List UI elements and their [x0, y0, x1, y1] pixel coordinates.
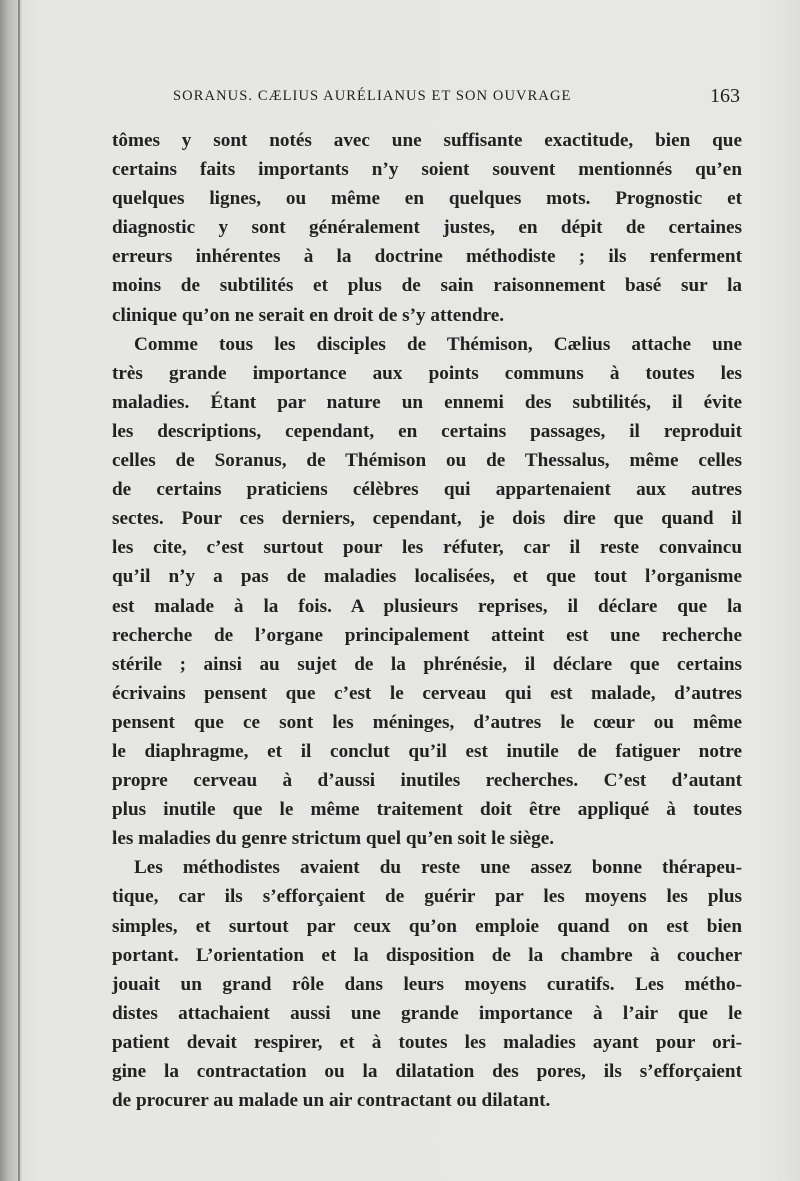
text-line: simples, et surtout par ceux qu’on emploie quand on est bien: [112, 915, 742, 937]
text-line: recherche de l’organe principalement atteint est une recherche: [112, 624, 742, 646]
text-line: certains faits importants n’y soient souvent mentionnés qu’en: [112, 159, 742, 181]
text-line: de procurer au malade un air contractant ou dilatant.: [112, 1090, 551, 1112]
text-line: gine la contractation ou la dilatation des pores, ils s’efforçaient: [112, 1061, 742, 1082]
text-line: erreurs inhérentes à la doctrine méthodiste ; ils renferment: [112, 246, 742, 268]
text-line: sectes. Pour ces derniers, cependant, je dois dire que quand il: [112, 508, 742, 530]
text-line: est malade à la fois. A plusieurs reprises, il déclare que la: [112, 595, 742, 617]
running-head: [120, 85, 740, 109]
text-line: celles de Soranus, de Thémison ou de Thessalus, même celles: [112, 450, 742, 472]
text-line: distes attachaient aussi une grande importance à l’air que le: [112, 1002, 742, 1024]
text-line: quelques lignes, ou même en quelques mots. Prognostic et: [112, 188, 742, 210]
text-line: propre cerveau à d’aussi inutiles recherches. C’est d’autant: [112, 770, 742, 792]
text-line: plus inutile que le même traitement doit être appliqué à toutes: [112, 799, 742, 821]
text-line: jouait un grand rôle dans leurs moyens curatifs. Les métho-: [112, 973, 742, 995]
text-line: diagnostic y sont généralement justes, en dépit de certaines: [112, 217, 742, 239]
text-line: tômes y sont notés avec une suffisante exactitude, bien que: [112, 130, 742, 151]
page-binding-line: [18, 0, 20, 1181]
text-line: stérile ; ainsi au sujet de la phrénésie, il déclare que certains: [112, 653, 742, 675]
text-line: portant. L’orientation et la disposition de la chambre à coucher: [112, 944, 742, 966]
text-line: maladies. Étant par nature un ennemi des subtilités, il évite: [112, 391, 742, 413]
text-line: tique, car ils s’efforçaient de guérir par les moyens les plus: [112, 886, 742, 908]
text-line: le diaphragme, et il conclut qu’il est inutile de fatiguer notre: [112, 740, 742, 762]
paragraph-start-line: Les méthodistes avaient du reste une assez bonne thérapeu-: [134, 857, 742, 879]
text-line: très grande importance aux points communs à toutes les: [112, 362, 742, 384]
text-line: clinique qu’on ne serait en droit de s’y attendre.: [112, 304, 505, 326]
text-line: patient devait respirer, et à toutes les maladies ayant pour ori-: [112, 1031, 742, 1053]
text-line: moins de subtilités et plus de sain raisonnement basé sur la: [112, 275, 742, 297]
text-line: écrivains pensent que c’est le cerveau qui est malade, d’autres: [112, 682, 742, 704]
page-number: 163: [710, 85, 740, 107]
text-line: les cite, c’est surtout pour les réfuter, car il reste convaincu: [112, 537, 742, 559]
text-line: qu’il n’y a pas de maladies localisées, et que tout l’organisme: [112, 566, 742, 588]
text-line: les descriptions, cependant, en certains passages, il reproduit: [112, 420, 742, 442]
text-line: les maladies du genre strictum quel qu’en soit le siège.: [112, 828, 555, 850]
text-line: de certains praticiens célèbres qui appartenaient aux autres: [112, 479, 742, 501]
body-text: [112, 126, 742, 1115]
running-title: SORANUS. CÆLIUS AURÉLIANUS ET SON OUVRAGE: [173, 88, 572, 104]
text-line: pensent que ce sont les méninges, d’autres le cœur ou même: [112, 711, 742, 733]
paragraph-start-line: Comme tous les disciples de Thémison, Cælius attache une: [134, 333, 742, 355]
